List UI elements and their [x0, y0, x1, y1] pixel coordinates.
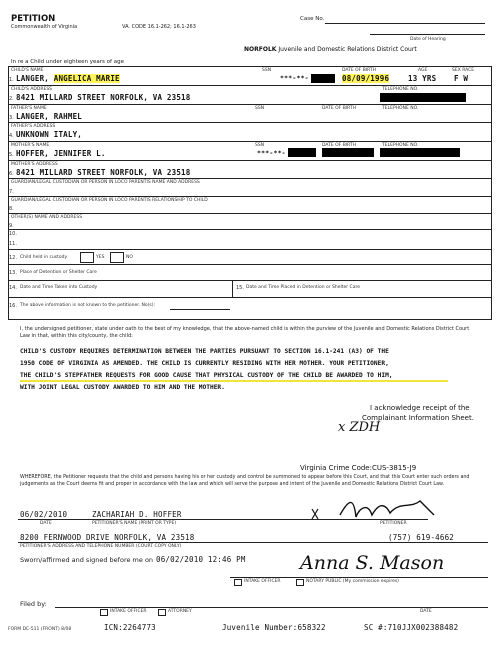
child-ssn-redaction	[311, 74, 335, 83]
row-number: 7.	[9, 189, 14, 195]
notary-label: NOTARY PUBLIC (My commission expires)	[306, 579, 399, 584]
acknowledge-text-1: I acknowledge receipt of the	[370, 404, 470, 412]
row-divider	[8, 160, 491, 161]
child-surname: LANGER,	[16, 74, 54, 83]
petitioner-name-label: PETITIONER'S NAME (PRINT OR TYPE)	[92, 521, 177, 526]
notary-checkbox[interactable]	[296, 579, 304, 586]
intake-officer-checkbox[interactable]	[234, 579, 242, 586]
row-number: 4.	[9, 133, 14, 139]
place-detention-label: Place of Detention or Shelter Care	[20, 270, 97, 275]
row-number: 8.	[9, 206, 14, 212]
mothers-name-label: MOTHER'S NAME	[11, 143, 50, 148]
child-address: 8421 MILLARD STREET NORFOLK, VA 23518	[16, 93, 191, 102]
ssn-label: SSN	[255, 143, 265, 148]
info-not-known-label: The above information is not known to the petitioner. No(s):	[20, 303, 156, 308]
crime-code: Virginia Crime Code:CUS-3815-J9	[300, 464, 417, 472]
row-divider	[8, 178, 491, 179]
sc-number: SC #:710JJX002388482	[364, 623, 459, 632]
father-address: UNKNOWN ITALY,	[16, 130, 83, 139]
row-number: 10.	[9, 231, 17, 237]
mother-address: 8421 MILLARD STREET NORFOLK, VA 23518	[16, 168, 191, 177]
sworn-text: Sworn/affirmed and signed before me on	[20, 556, 154, 564]
in-re-text: In re a Child under eighteen years of age	[11, 59, 124, 65]
row-number: 1.	[9, 77, 14, 83]
guardian-relationship-label: GUARDIAN/LEGAL CUSTODIAN OR PERSON IN LOCO PARENTIS RELATIONSHIP TO CHILD	[11, 198, 208, 203]
petitioner-address: 8200 FERNWOOD DRIVE NORFOLK, VA 23518	[20, 533, 195, 542]
petitioner-date-label: DATE	[40, 521, 52, 526]
telephone-label: TELEPHONE NO.	[382, 106, 419, 111]
petitioner-name: ZACHARIAH D. HOFFER	[92, 510, 182, 519]
allegation-line-4: WITH JOINT LEGAL CUSTODY AWARDED TO HIM AND THE MOTHER.	[20, 384, 225, 391]
allegation-line-1: CHILD'S CUSTODY REQUIRES DETERMINATION BETWEEN THE PARTIES PURSUANT TO SECTION 16.1-241 (A3) OF THE	[20, 348, 389, 355]
sex-race-label: SEX RACE	[452, 68, 475, 73]
dob-label: DATE OF BIRTH	[342, 68, 377, 73]
allegation-line-2: 1950 CODE OF VIRGINIA AS AMENDED. THE CHILD IS CURRENTLY RESIDING WITH HER MOTHER. YOUR PETITIONER,	[20, 360, 389, 367]
juvenile-number: Juvenile Number:658322	[222, 623, 326, 632]
child-dob: 08/09/1996	[342, 74, 390, 83]
child-age: 13 YRS	[408, 74, 437, 83]
row-number: 3.	[9, 115, 14, 121]
fathers-address-label: FATHER'S ADDRESS	[11, 124, 56, 129]
row-divider	[8, 141, 491, 142]
petitioner-address-label: PETITIONER'S ADDRESS AND TELEPHONE NUMBER (COURT COPY ONLY)	[20, 544, 182, 549]
row-number: 13.	[9, 270, 17, 276]
va-code: VA. CODE 16.1-262; 16.1-263	[122, 24, 196, 30]
court-city: NORFOLK	[244, 46, 277, 53]
info-not-known-line	[170, 309, 230, 310]
child-name	[16, 74, 120, 83]
allegation-line-3: THE CHILD'S STEPFATHER REQUESTS FOR GOOD CAUSE THAT PHYSICAL CUSTODY OF THE CHILD BE AWARDED TO HIM,	[20, 372, 393, 379]
child-held-label: Child held in custody	[20, 255, 68, 260]
allegation-intro: I, the undersigned petitioner, state under oath to the best of my knowledge, that the above-named child is within the purview of the Juvenile and Domestic Relations District Court Law in that, within this city/county, the child:	[20, 326, 470, 339]
child-sex-race: F W	[454, 74, 469, 83]
mother-ssn: ***-**-	[257, 149, 286, 157]
intake-officer-label: INTAKE OFFICER	[244, 579, 281, 584]
row-divider	[8, 104, 491, 105]
telephone-label: TELEPHONE NO.	[382, 87, 419, 92]
dob-label: DATE OF BIRTH	[322, 143, 357, 148]
date-time-custody-label: Date and Time Taken into Custody	[20, 285, 98, 290]
row-number: 9.	[9, 223, 14, 229]
magistrate-signature: Anna S. Mason	[300, 552, 445, 574]
column-divider	[232, 280, 233, 297]
child-ssn: ***-**-	[280, 74, 309, 82]
custody-yes-checkbox[interactable]	[80, 252, 94, 263]
custody-no-checkbox[interactable]	[110, 252, 124, 263]
ssn-label: SSN	[262, 68, 272, 73]
acknowledge-initials: x ZDH	[338, 420, 381, 435]
sworn-signature-line	[230, 577, 488, 578]
petitioner-signature	[310, 495, 440, 523]
acknowledge-text-2: Complainant Information Sheet.	[362, 414, 474, 422]
filed-by-line	[55, 607, 488, 608]
filed-attorney-checkbox[interactable]	[158, 609, 166, 616]
form-subtitle: Commonwealth of Virginia	[11, 24, 78, 30]
petitioner-signature-label: PETITIONER	[380, 521, 407, 526]
row-divider	[8, 229, 491, 230]
row-divider	[8, 196, 491, 197]
filed-intake-label: INTAKE OFFICER	[110, 609, 147, 614]
row-number: 5.	[9, 152, 14, 158]
row-divider	[8, 264, 491, 265]
row-divider	[8, 297, 491, 298]
court-name	[244, 46, 417, 53]
row-number: 16.	[9, 303, 17, 309]
mother-ssn-redaction	[288, 148, 316, 157]
filed-by-label: Filed by:	[20, 600, 47, 608]
row-divider	[8, 249, 491, 250]
mother-dob-redaction	[322, 148, 374, 157]
row-number: 14.	[9, 285, 17, 291]
petitioner-phone: (757) 619-4662	[388, 533, 455, 542]
row-divider	[8, 122, 491, 123]
address-line	[18, 542, 488, 543]
age-label: AGE	[418, 68, 428, 73]
form-title: PETITION	[11, 14, 56, 24]
child-given-names: ANGELICA MARIE	[53, 74, 120, 83]
sworn-date: 06/02/2010 12:46 PM	[156, 555, 246, 564]
other-name-label: OTHER(S) NAME AND ADDRESS	[11, 215, 83, 220]
child-phone-redaction	[380, 93, 466, 102]
ssn-label: SSN	[255, 106, 265, 111]
court-type: Juvenile and Domestic Relations District Court	[278, 46, 417, 53]
father-name: LANGER, RAHMEL	[16, 112, 83, 121]
row-number: 12.	[9, 255, 17, 261]
mother-name: HOFFER, JENNIFER L.	[16, 149, 106, 158]
mothers-address-label: MOTHER'S ADDRESS	[11, 162, 58, 167]
fathers-name-label: FATHER'S NAME	[11, 106, 47, 111]
row-divider	[8, 213, 491, 214]
case-no-label: Case No.	[300, 16, 325, 22]
row-number: 11.	[9, 241, 17, 247]
childs-address-label: CHILD'S ADDRESS	[11, 87, 53, 92]
dob-label: DATE OF BIRTH	[322, 106, 357, 111]
mother-phone-redaction	[380, 148, 460, 157]
filed-date-label: DATE	[420, 609, 432, 614]
date-time-placed-label: Date and Time Placed in Detention or Shelter Care	[246, 285, 360, 290]
case-no-line	[325, 23, 485, 24]
childs-name-label: CHILD'S NAME	[11, 68, 44, 73]
row-divider	[8, 280, 491, 281]
row-divider	[8, 85, 491, 86]
date-of-hearing-label: Date of Hearing	[410, 37, 446, 42]
row-number: 15.	[236, 285, 244, 291]
icn-number: ICN:2264773	[104, 623, 156, 632]
telephone-label: TELEPHONE NO.	[382, 143, 419, 148]
custody-yes-label: YES	[96, 255, 105, 260]
filed-intake-checkbox[interactable]	[100, 609, 108, 616]
filed-attorney-label: ATTORNEY	[168, 609, 192, 614]
form-number: FORM DC-511 (FRONT) 8/08	[8, 627, 72, 632]
guardian-name-label: GUARDIAN/LEGAL CUSTODIAN OR PERSON IN LOCO PARENTIS NAME AND ADDRESS	[11, 180, 200, 185]
row-number: 2.	[9, 96, 14, 102]
row-number: 6.	[9, 171, 14, 177]
hearing-date-line	[370, 34, 485, 35]
custody-no-label: NO	[126, 255, 133, 260]
petitioner-date: 06/02/2010	[20, 510, 68, 519]
wherefore-paragraph: WHEREFORE, the Petitioner requests that the child and persons having his or her custody and control be summoned to appear before this Court, and that this Court enter such orders and judgements as the Court deems fit and proper in accordance with the law and which will serve the purpose and intent of the Juvenile and Domestic Relations District Court Law.	[20, 475, 470, 487]
